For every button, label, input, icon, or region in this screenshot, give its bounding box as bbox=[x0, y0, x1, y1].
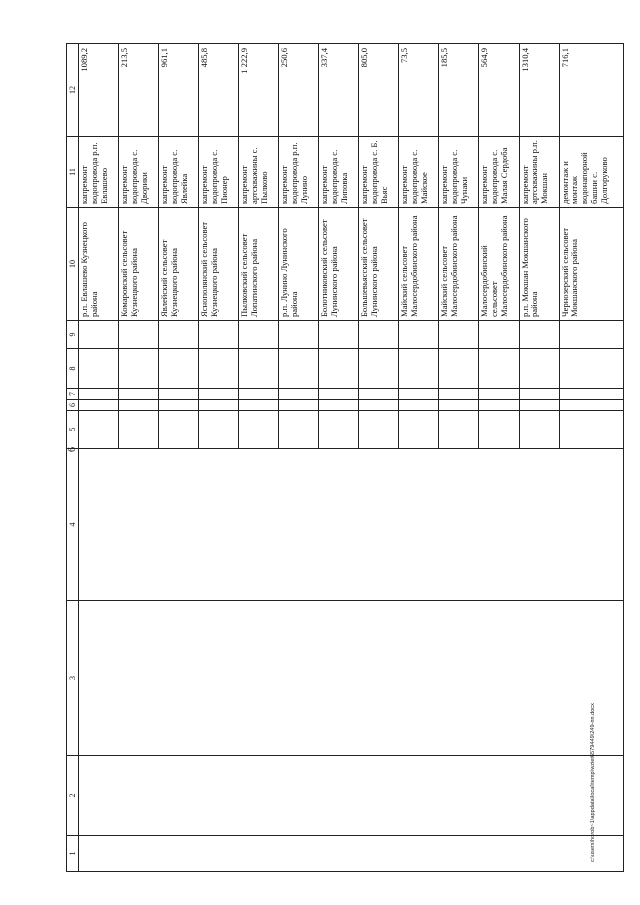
territory-cell: Чернозерский сельсовет Мокшанского района bbox=[559, 208, 623, 321]
cell-empty bbox=[79, 411, 119, 449]
cell-empty bbox=[199, 411, 239, 449]
column-number: 10 bbox=[67, 208, 79, 321]
cell-empty bbox=[239, 349, 279, 389]
cell-empty bbox=[439, 389, 479, 400]
cell-empty bbox=[119, 349, 159, 389]
cell-empty bbox=[279, 349, 319, 389]
work-cell: капремонт водопровода с. Майское bbox=[399, 137, 439, 208]
work-cell: капремонт артскважины р.п. Мокшан bbox=[519, 137, 559, 208]
column-number: 1 bbox=[67, 836, 79, 872]
cell-empty bbox=[399, 400, 439, 411]
territory-cell: Комаровский сельсовет Кузнецкого района bbox=[119, 208, 159, 321]
cell-empty bbox=[119, 400, 159, 411]
cell-empty bbox=[479, 349, 519, 389]
document-table bbox=[66, 43, 624, 872]
cell-empty bbox=[159, 400, 199, 411]
work-cell: капремонт водопровода с. Чунаки bbox=[439, 137, 479, 208]
cell-empty bbox=[239, 321, 279, 349]
cell-empty bbox=[79, 449, 624, 601]
cell-empty bbox=[399, 349, 439, 389]
cell-empty bbox=[119, 321, 159, 349]
column-number: 3 bbox=[67, 601, 79, 756]
footer-file-path: c:\users\horob~1\appdata\local\temp\wziet6579449\249-пп.docx bbox=[590, 703, 596, 862]
cell-empty bbox=[319, 349, 359, 389]
amount-cell: 1089,2 bbox=[79, 44, 119, 137]
cell-empty bbox=[399, 389, 439, 400]
amount-cell: 213,5 bbox=[119, 44, 159, 137]
cell-empty bbox=[479, 400, 519, 411]
cell-empty bbox=[199, 321, 239, 349]
territory-cell: Явлейский сельсовет Кузнецкого района bbox=[159, 208, 199, 321]
amount-cell: 73,5 bbox=[399, 44, 439, 137]
rotated-page bbox=[66, 44, 624, 872]
cell-empty bbox=[479, 321, 519, 349]
territory-cell: р.п. Лунино Лунинского района bbox=[279, 208, 319, 321]
cell-empty bbox=[479, 411, 519, 449]
territory-cell: р.п. Евлашево Кузнецкого района bbox=[79, 208, 119, 321]
cell-empty bbox=[559, 400, 623, 411]
amount-cell: 485,8 bbox=[199, 44, 239, 137]
cell-empty bbox=[399, 321, 439, 349]
column-number: 4 bbox=[67, 449, 79, 601]
column-number: 8 bbox=[67, 349, 79, 389]
territory-cell: Майский сельсовет Малосердобинского района bbox=[439, 208, 479, 321]
cell-empty bbox=[199, 400, 239, 411]
amount-cell: 185,5 bbox=[439, 44, 479, 137]
cell-empty bbox=[239, 389, 279, 400]
amount-cell: 716,1 bbox=[559, 44, 623, 137]
work-cell: капремонт водопровода р.п. Лунино bbox=[279, 137, 319, 208]
column-number: 12 bbox=[67, 44, 79, 137]
cell-empty bbox=[559, 389, 623, 400]
territory-cell: Малосердобинский сельсовет Малосердобинского района bbox=[479, 208, 519, 321]
cell-empty bbox=[159, 389, 199, 400]
column-number: 11 bbox=[67, 137, 79, 208]
cell-empty bbox=[199, 389, 239, 400]
cell-empty bbox=[439, 349, 479, 389]
work-cell: демонтаж и монтаж водонапорной башни с. Долгоруково bbox=[559, 137, 623, 208]
cell-empty bbox=[79, 836, 624, 872]
cell-empty bbox=[199, 349, 239, 389]
column-number: 5 bbox=[67, 411, 79, 449]
cell-empty bbox=[159, 321, 199, 349]
cell-empty bbox=[359, 400, 399, 411]
cell-empty bbox=[79, 601, 624, 756]
column-number: 2 bbox=[67, 756, 79, 836]
column-number: 7 bbox=[67, 389, 79, 400]
territory-cell: Большевьясский сельсовет Лунинского района bbox=[359, 208, 399, 321]
cell-empty bbox=[359, 411, 399, 449]
cell-empty bbox=[79, 349, 119, 389]
cell-empty bbox=[519, 389, 559, 400]
cell-empty bbox=[239, 411, 279, 449]
amount-cell: 1310,4 bbox=[519, 44, 559, 137]
work-cell: капремонт артскважины с. Пылково bbox=[239, 137, 279, 208]
cell-empty bbox=[559, 349, 623, 389]
cell-empty bbox=[519, 349, 559, 389]
column-number: 9 bbox=[67, 321, 79, 349]
cell-empty bbox=[559, 321, 623, 349]
cell-empty bbox=[319, 400, 359, 411]
amount-cell: 805,0 bbox=[359, 44, 399, 137]
territory-cell: р.п. Мокшан Мокшанского района bbox=[519, 208, 559, 321]
cell-empty bbox=[519, 400, 559, 411]
territory-cell: Майский сельсовет Малосердобинского района bbox=[399, 208, 439, 321]
cell-empty bbox=[439, 400, 479, 411]
cell-empty bbox=[319, 411, 359, 449]
cell-empty bbox=[239, 400, 279, 411]
cell-empty bbox=[279, 400, 319, 411]
amount-cell: 337,4 bbox=[319, 44, 359, 137]
cell-empty bbox=[79, 321, 119, 349]
work-cell: капремонт водопровода с. Липовка bbox=[319, 137, 359, 208]
table-row bbox=[79, 44, 119, 872]
cell-empty bbox=[439, 321, 479, 349]
cell-empty bbox=[479, 389, 519, 400]
cell-empty bbox=[159, 411, 199, 449]
cell-empty bbox=[439, 411, 479, 449]
cell-empty bbox=[519, 321, 559, 349]
cell-empty bbox=[399, 411, 439, 449]
cell-empty bbox=[359, 321, 399, 349]
work-cell: капремонт водопровода с. Явлейка bbox=[159, 137, 199, 208]
cell-empty bbox=[559, 411, 623, 449]
cell-empty bbox=[79, 756, 624, 836]
cell-empty bbox=[279, 389, 319, 400]
work-cell: капремонт водопровода с. Дворики bbox=[119, 137, 159, 208]
cell-empty bbox=[79, 400, 119, 411]
column-number: 6 bbox=[67, 400, 79, 411]
page-number: 6 bbox=[67, 447, 78, 452]
amount-cell: 961,1 bbox=[159, 44, 199, 137]
amount-cell: 250,6 bbox=[279, 44, 319, 137]
amount-cell: 1 222,9 bbox=[239, 44, 279, 137]
amount-cell: 564,9 bbox=[479, 44, 519, 137]
cell-empty bbox=[359, 389, 399, 400]
territory-cell: Пылковский сельсовет Лопатинского района bbox=[239, 208, 279, 321]
table-header-row bbox=[67, 44, 79, 872]
cell-empty bbox=[119, 389, 159, 400]
cell-empty bbox=[79, 389, 119, 400]
work-cell: капремонт водопровода р.п. Евлашево bbox=[79, 137, 119, 208]
work-cell: капремонт водопровода с. Малая Сердоба bbox=[479, 137, 519, 208]
cell-empty bbox=[279, 321, 319, 349]
cell-empty bbox=[319, 389, 359, 400]
cell-empty bbox=[359, 349, 399, 389]
territory-cell: Болотниковский сельсовет Лунинского района bbox=[319, 208, 359, 321]
cell-empty bbox=[519, 411, 559, 449]
cell-empty bbox=[119, 411, 159, 449]
cell-empty bbox=[319, 321, 359, 349]
work-cell: капремонт водопровода с. Б. Вьяс bbox=[359, 137, 399, 208]
work-cell: капремонт водопровода с. Пионер bbox=[199, 137, 239, 208]
territory-cell: Яснополянский сельсовет Кузнецкого района bbox=[199, 208, 239, 321]
cell-empty bbox=[159, 349, 199, 389]
cell-empty bbox=[279, 411, 319, 449]
